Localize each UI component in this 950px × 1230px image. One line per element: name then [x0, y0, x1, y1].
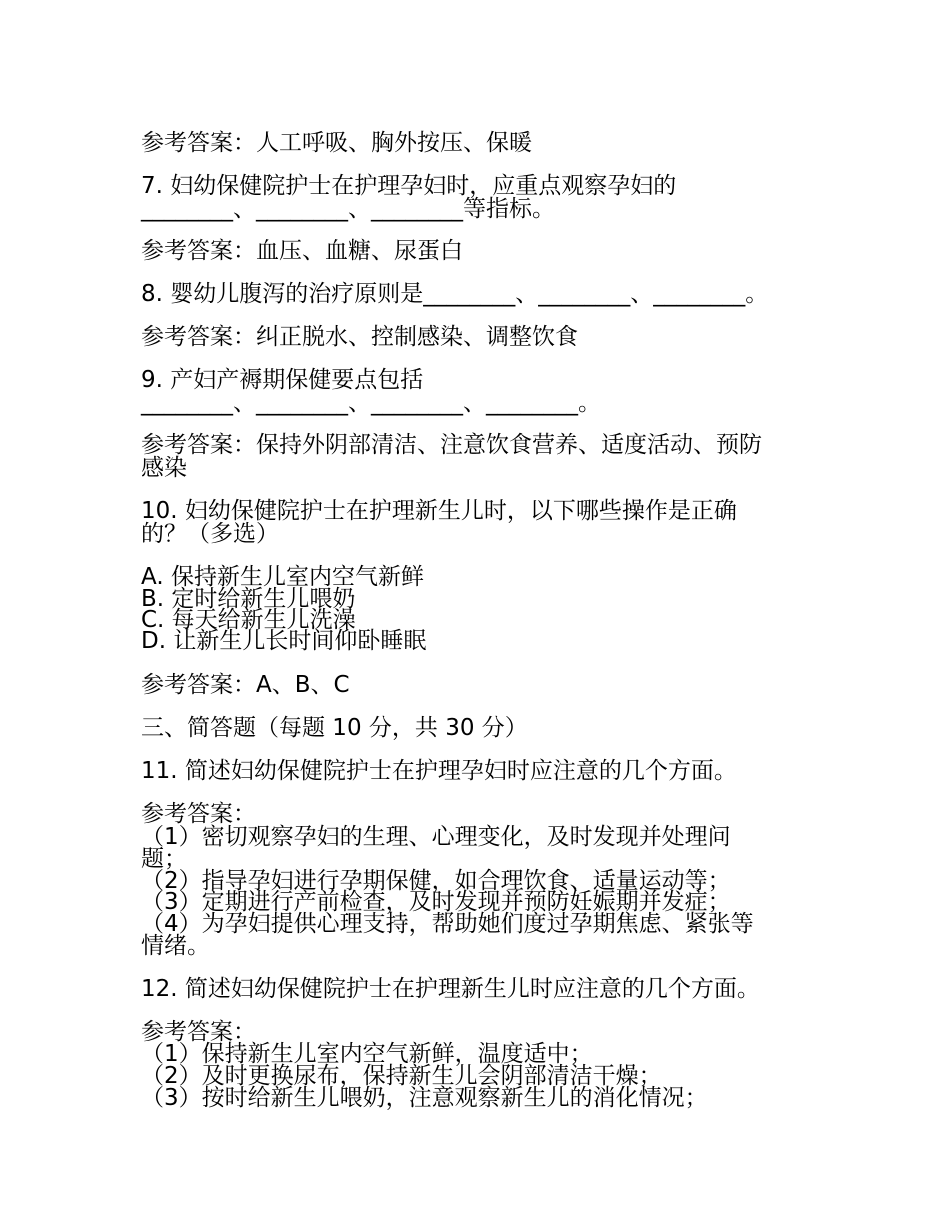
answer-8-text: 参考答案：纠正脱水、控制感染、调整饮食 [141, 324, 578, 350]
answer-11-item-1: （1）密切观察孕妇的生理、心理变化，及时发现并处理问 [141, 824, 731, 850]
answer-11-item-2: （2）指导孕妇进行孕期保健，如合理饮食、适量运动等； [141, 868, 731, 894]
answer-11-label: 参考答案： [141, 801, 256, 827]
question-11-text: 11. 简述妇幼保健院护士在护理孕妇时应注意的几个方面。 [141, 758, 737, 784]
option-c: C. 每天给新生儿洗澡 [141, 607, 356, 633]
question-12-text: 12. 简述妇幼保健院护士在护理新生儿时应注意的几个方面。 [141, 976, 760, 1002]
question-8-text: 8. 婴幼儿腹泻的治疗原则是________、________、________。 [141, 281, 769, 307]
answer-12-item-3: （3）按时给新生儿喂奶，注意观察新生儿的消化情况； [141, 1085, 708, 1111]
answer-9-text-cont: 感染 [141, 455, 187, 481]
question-10-text-cont: 的？（多选） [141, 521, 279, 547]
question-7-blanks: ________、________、________等指标。 [141, 196, 555, 222]
question-9-blanks: ________、________、________、________。 [141, 390, 601, 416]
option-d: D. 让新生儿长时间仰卧睡眠 [141, 628, 427, 654]
answer-7-text: 参考答案：血压、血糖、尿蛋白 [141, 238, 463, 264]
question-9-text: 9. 产妇产褥期保健要点包括 [141, 367, 424, 393]
answer-11-item-4-cont: 情绪。 [141, 933, 210, 959]
answer-11-item-1-cont: 题； [141, 846, 187, 872]
option-b: B. 定时给新生儿喂奶 [141, 586, 356, 612]
question-7-text: 7. 妇幼保健院护士在护理孕妇时，应重点观察孕妇的 [141, 173, 677, 199]
option-a: A. 保持新生儿室内空气新鲜 [141, 564, 424, 590]
answer-12-item-1: （1）保持新生儿室内空气新鲜，温度适中； [141, 1041, 593, 1067]
answer-text: 参考答案：人工呼吸、胸外按压、保暖 [141, 130, 532, 156]
answer-11-item-3: （3）定期进行产前检查，及时发现并预防妊娠期并发症； [141, 889, 731, 915]
section-heading: 三、简答题（每题 10 分，共 30 分） [141, 715, 528, 741]
question-10-text: 10. 妇幼保健院护士在护理新生儿时，以下哪些操作是正确 [141, 498, 737, 524]
answer-9-text: 参考答案：保持外阴部清洁、注意饮食营养、适度活动、预防 [141, 432, 762, 458]
answer-12-item-2: （2）及时更换尿布，保持新生儿会阴部清洁干燥； [141, 1063, 662, 1089]
answer-10-text: 参考答案：A、B、C [141, 672, 350, 698]
answer-11-item-4: （4）为孕妇提供心理支持，帮助她们度过孕期焦虑、紧张等 [141, 911, 754, 937]
answer-12-label: 参考答案： [141, 1019, 256, 1045]
